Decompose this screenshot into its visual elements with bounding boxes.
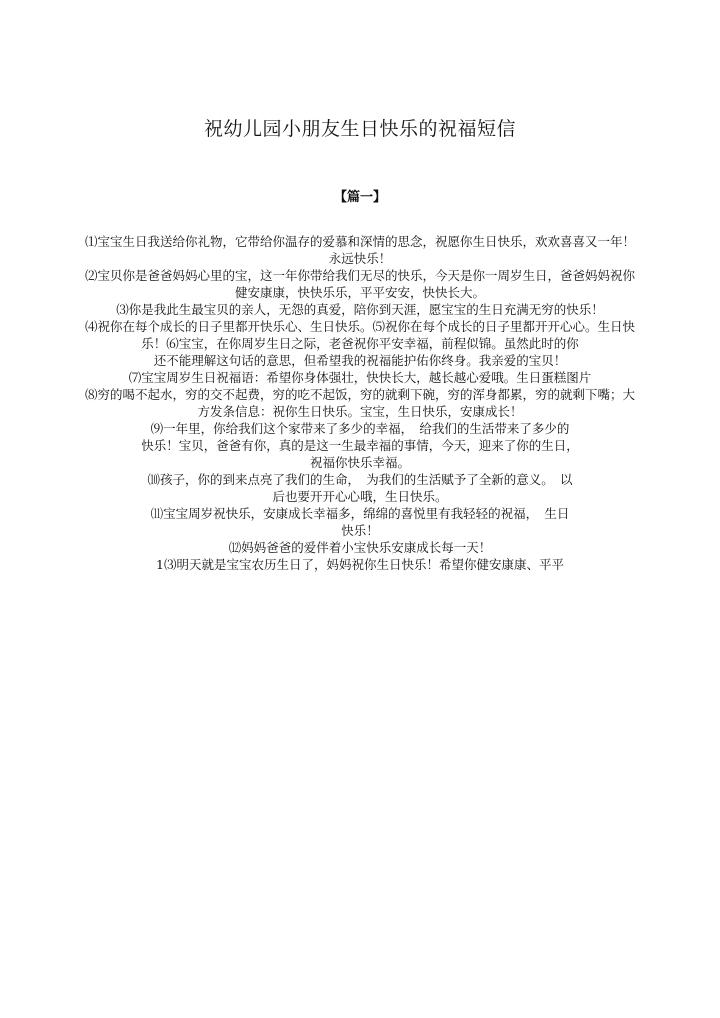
body-line: ⑿妈妈爸爸的爱伴着小宝快乐安康成长每一天！: [228, 540, 492, 555]
body-line: 1⑶明天就是宝宝农历生日了，妈妈祝你生日快乐！希望你健安康康、平平: [156, 557, 564, 572]
body-line: 乐！⑹宝宝，在你周岁生日之际，老爸祝你平安幸福，前程似锦。虽然此时的你: [141, 336, 579, 351]
body-line: ⑷祝你在每个成长的日子里都开快乐心、生日快乐。⑸祝你在每个成长的日子里都开开心心。生日快: [84, 319, 635, 334]
body-line: ⑾宝宝周岁祝快乐，安康成长幸福多，绵绵的喜悦里有我轻轻的祝福， 生日: [150, 506, 570, 521]
document-body: [56, 233, 664, 573]
body-line: 快乐！宝贝，爸爸有你，真的是这一生最幸福的事情，今天，迎来了你的生日，: [141, 438, 579, 453]
body-line: 健安康康，快快乐乐，平平安安，快快长大。: [234, 285, 485, 300]
section-heading: 【篇一】: [333, 190, 386, 205]
body-line: ⑻穷的喝不起水，穷的交不起费，穷的吃不起饭，穷的就剩下碗，穷的浑身都累，穷的就剩下嘴；大: [84, 387, 635, 402]
body-line: ⑽孩子，你的到来点亮了我们的生命， 为我们的生活赋予了全新的意义。 以: [147, 472, 573, 487]
body-line: ⑶你是我此生最宝贝的亲人，无怨的真爱，陪你到天涯，愿宝宝的生日充满无穷的快乐！: [116, 302, 604, 317]
body-line: 还不能理解这句话的意思，但希望我的祝福能护佑你终身。我亲爱的宝贝！: [153, 353, 567, 368]
body-line: ⑼一年里，你给我们这个家带来了多少的幸福， 给我们的生活带来了多少的: [150, 421, 570, 436]
body-line: 祝福你快乐幸福。: [309, 455, 410, 470]
body-line: ⑵宝贝你是爸爸妈妈心里的宝，这一年你带给我们无尽的快乐，今天是你一周岁生日，爸爸妈妈祝你: [84, 268, 635, 283]
document-title: 祝幼儿园小朋友生日快乐的祝福短信: [203, 118, 516, 140]
body-line: 永远快乐！: [328, 251, 392, 266]
body-line: 方发条信息：祝你生日快乐。宝宝，生日快乐，安康成长！: [197, 404, 523, 419]
body-line: ⑴宝宝生日我送给你礼物，它带给你温存的爱慕和深情的思念，祝愿你生日快乐，欢欢喜喜又一年！: [84, 234, 635, 249]
body-line: 后也要开开心心哦，生日快乐。: [272, 489, 448, 504]
body-line: ⑺宝宝周岁生日祝福语：希望你身体强壮，快快长大，越长越心爱哦。生日蛋糕图片: [128, 370, 592, 385]
body-line: 快乐！: [341, 523, 379, 538]
